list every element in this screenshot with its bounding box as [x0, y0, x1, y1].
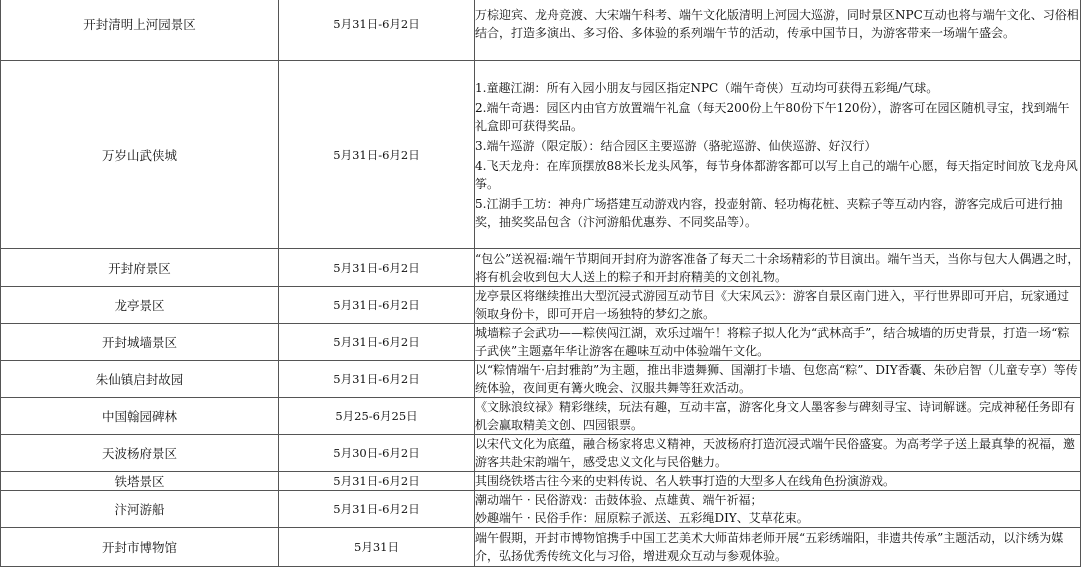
- description-line: 以宋代文化为底蕴，融合杨家将忠义精神，天波杨府打造沉浸式端午民俗盛宴。为高考学子送上最真挚的祝福，邀游客共赴宋韵端午，感受忠义文化与民俗魅力。: [475, 437, 1076, 469]
- description-line: 端午假期，开封市博物馆携手中国工艺美术大师苗炜老师开展“五彩绣端阳，非遗共传承”主题活动，以汴绣为媒介，弘扬优秀传统文化与习俗，增进观众互动与参观体验。: [475, 531, 1064, 563]
- event-date: 5月31日-6月2日: [279, 287, 475, 324]
- venue-name: 开封城墙景区: [1, 324, 279, 361]
- event-date: 5月31日-6月2日: [279, 472, 475, 491]
- venue-name: 开封清明上河园景区: [1, 0, 279, 61]
- event-date: 5月31日-6月2日: [279, 249, 475, 287]
- venue-name: 开封府景区: [1, 249, 279, 287]
- event-description: [475, 491, 1081, 528]
- description-line: 《文脉浪纹禄》精彩继续，玩法有趣，互动丰富，游客化身文人墨客参与碑刻寻宝、诗词解谜。完成神秘任务即有机会赢取精美文创、四园银票。: [475, 400, 1076, 432]
- venue-name: 万岁山武侠城: [1, 61, 279, 249]
- events-table-body: [1, 0, 1081, 567]
- event-date: 5月30日-6月2日: [279, 435, 475, 472]
- event-description: [475, 249, 1081, 287]
- description-line: 4.飞天龙舟：在库顶摆放88米长龙头风筝，每节身体都游客都可以写上自己的端午心愿，每天指定时间放飞龙舟风筝。: [475, 158, 1078, 191]
- table-row: [1, 324, 1081, 361]
- description-line: 潮动端午 · 民俗游戏：击鼓体验、点雄黄、端午祈福；: [475, 493, 763, 507]
- venue-name: 开封市博物馆: [1, 528, 279, 567]
- description-line: 1.童趣江湖：所有入园小朋友与园区指定NPC（端午奇侠）互动均可获得五彩绳/气球。: [475, 80, 939, 95]
- table-row: [1, 61, 1081, 249]
- description-line: 城墙粽子会武功——粽侠闯江湖，欢乐过端午！将粽子拟人化为“武林高手”，结合城墙的历史背景，打造一场“粽子武侠”主题嘉年华让游客在趣味互动中体验端午文化。: [475, 326, 1070, 358]
- event-description: [475, 287, 1081, 324]
- description-line: 3.端午巡游（限定版）：结合园区主要巡游（骆驼巡游、仙侠巡游、好汉行）: [475, 138, 877, 153]
- table-row: [1, 249, 1081, 287]
- event-description: [475, 324, 1081, 361]
- table-row: [1, 0, 1081, 61]
- event-description: [475, 528, 1081, 567]
- event-date: 5月31日-6月2日: [279, 491, 475, 528]
- description-line: 妙趣端午 · 民俗手作：屈原粽子派送、五彩绳DIY、艾草花束。: [475, 511, 809, 525]
- description-line: 以“粽情端午·启封雅韵”为主题，推出非遗舞狮、国潮打卡墙、包您高“粽”、DIY香囊、朱砂启智（儿童专享）等传统体验，夜间更有篝火晚会、汉服共舞等狂欢活动。: [475, 363, 1078, 395]
- table-row: [1, 491, 1081, 528]
- description-line: 其围绕铁塔古往今来的史料传说、名人轶事打造的大型多人在线角色扮演游戏。: [475, 474, 896, 488]
- table-row: [1, 472, 1081, 491]
- description-line: 5.江湖手工坊：神舟广场搭建互动游戏内容，投壶射箭、轻功梅花桩、夹粽子等互动内容，游客完成后可进行抽奖，抽奖奖品包含（汴河游船优惠券、不同奖品等）。: [475, 196, 1063, 229]
- venue-name: 朱仙镇启封故园: [1, 361, 279, 398]
- table-row: [1, 361, 1081, 398]
- event-description: [475, 0, 1081, 61]
- event-description: [475, 61, 1081, 249]
- event-date: 5月31日-6月2日: [279, 61, 475, 249]
- venue-name: 铁塔景区: [1, 472, 279, 491]
- table-row: [1, 435, 1081, 472]
- event-description: [475, 435, 1081, 472]
- event-description: [475, 361, 1081, 398]
- event-date: 5月31日-6月2日: [279, 361, 475, 398]
- event-date: 5月31日-6月2日: [279, 324, 475, 361]
- venue-name: 中国翰园碑林: [1, 398, 279, 435]
- table-row: [1, 398, 1081, 435]
- event-date: 5月25-6月25日: [279, 398, 475, 435]
- venue-name: 龙亭景区: [1, 287, 279, 324]
- venue-name: 汴河游船: [1, 491, 279, 528]
- description-line: 2.端午奇遇：园区内由官方放置端午礼盒（每天200份上午80份下午120份），游客可在园区随机寻宝，找到端午礼盒即可获得奖品。: [475, 100, 1070, 133]
- event-date: 5月31日-6月2日: [279, 0, 475, 61]
- event-description: [475, 398, 1081, 435]
- event-date: 5月31日: [279, 528, 475, 567]
- event-description: [475, 472, 1081, 491]
- table-row: [1, 287, 1081, 324]
- description-line: 万棕迎宾、龙舟竞渡、大宋端午科考、端午文化版清明上河园大巡游，同时景区NPC互动也将与端午文化、习俗相结合，打造多演出、多习俗、多体验的系列端午节的活动，传承中国节日，为游客带来一场端午盛会。: [475, 8, 1079, 40]
- venue-name: 天波杨府景区: [1, 435, 279, 472]
- description-line: “包公”送祝福:端午节期间开封府为游客准备了每天二十余场精彩的节目演出。端午当天，当你与包大人偶遇之时，将有机会收到包大人送上的粽子和开封府精美的文创礼物。: [475, 251, 1080, 284]
- table-row: [1, 528, 1081, 567]
- description-line: 龙亭景区将继续推出大型沉浸式游园互动节目《大宋风云》：游客自景区南门进入，平行世界即可开启，玩家通过领取身份卡，即可开启一场独特的梦幻之旅。: [475, 289, 1070, 321]
